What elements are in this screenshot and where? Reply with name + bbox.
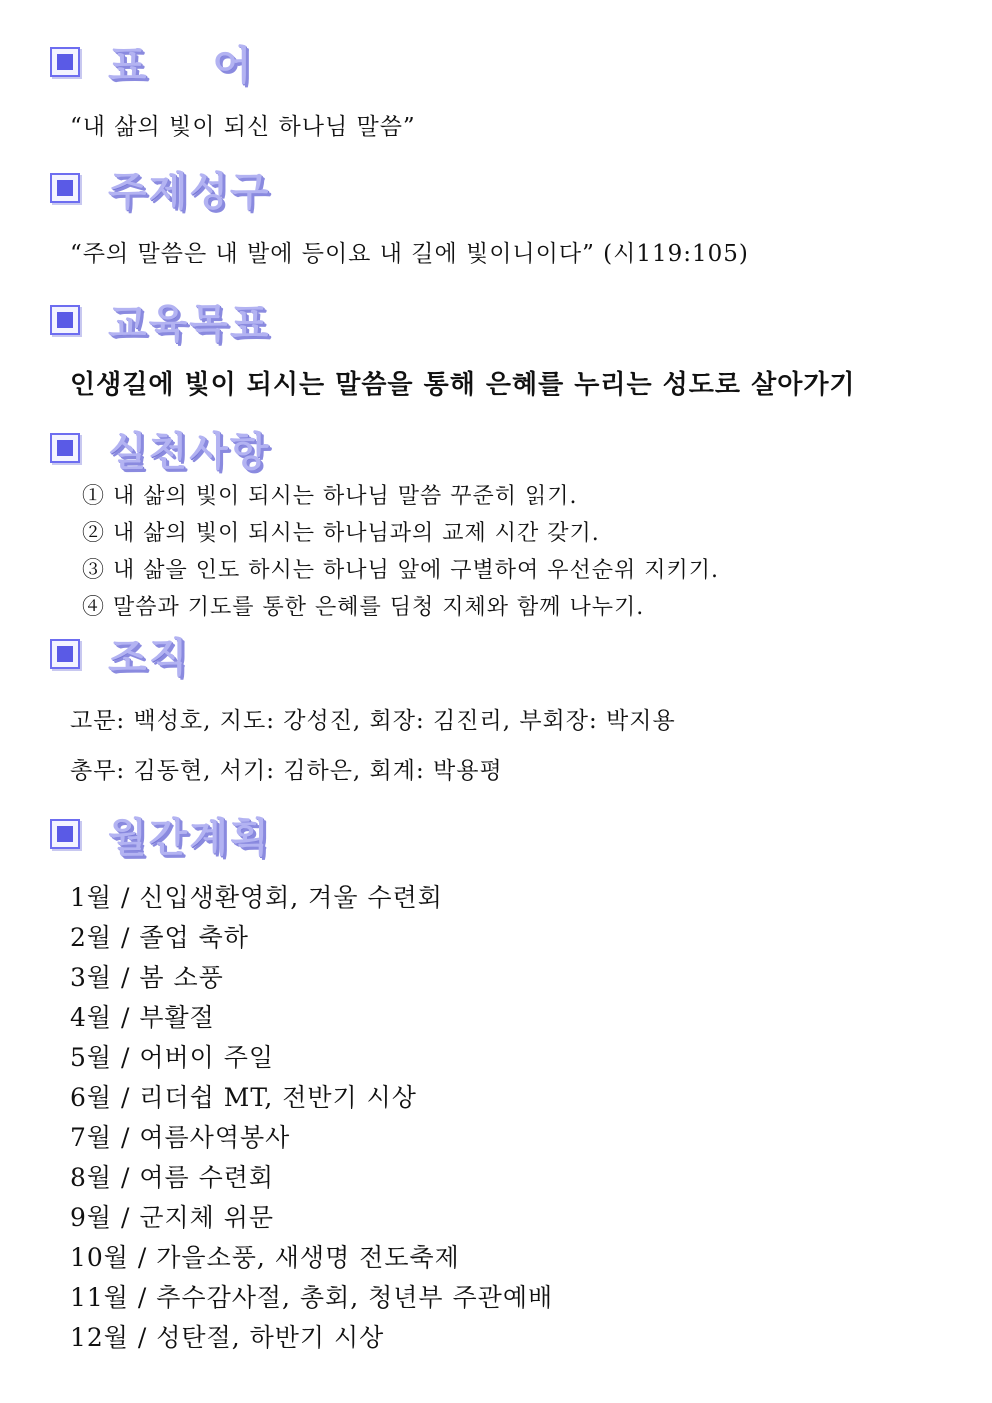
heading-monthly-plan: [50, 806, 271, 862]
practice-item: ② 내 삶의 빛이 되시는 하나님과의 교제 시간 갖기.: [82, 521, 600, 546]
heading-practice: [50, 420, 271, 476]
heading-education-goal-title: 교육목표: [108, 300, 271, 347]
heading-education-goal: [50, 292, 271, 348]
organization-line-2: 총무: 김동현, 서기: 김하은, 회계: 박용평: [70, 758, 503, 784]
heading-theme-verse: [50, 160, 271, 216]
heading-theme-verse-title: 주제성구: [108, 168, 271, 215]
goal-text: 인생길에 빛이 되시는 말씀을 통해 은혜를 누리는 성도로 살아가기: [70, 370, 856, 400]
monthly-item: 11월 / 추수감사절, 총회, 청년부 주관예배: [70, 1283, 554, 1312]
monthly-item: 12월 / 성탄절, 하반기 시상: [70, 1323, 385, 1352]
heading-organization-title: 조직: [108, 634, 190, 681]
monthly-item: 3월 / 봄 소풍: [70, 963, 224, 992]
monthly-item: 4월 / 부활절: [70, 1003, 215, 1032]
motto-text: “내 삶의 빛이 되신 하나님 말씀”: [70, 114, 416, 140]
square-bullet-icon: [50, 173, 80, 203]
heading-organization: [50, 626, 189, 682]
practice-item: ① 내 삶의 빛이 되시는 하나님 말씀 꾸준히 읽기.: [82, 484, 578, 509]
heading-monthly-plan-title: 월간계획: [108, 814, 271, 861]
heading-motto: [50, 34, 277, 90]
square-bullet-icon: [50, 305, 80, 335]
monthly-item: 6월 / 리더쉽 MT, 전반기 시상: [70, 1083, 417, 1112]
practice-item: ④ 말씀과 기도를 통한 은혜를 딤청 지체와 함께 나누기.: [82, 595, 645, 620]
verse-text: “주의 말씀은 내 발에 등이요 내 길에 빛이니이다” (시119:105): [70, 241, 749, 267]
practice-item: ③ 내 삶을 인도 하시는 하나님 앞에 구별하여 우선순위 지키기.: [82, 558, 719, 583]
organization-line-1: 고문: 백성호, 지도: 강성진, 회장: 김진리, 부회장: 박지용: [70, 708, 676, 734]
monthly-item: 9월 / 군지체 위문: [70, 1203, 275, 1232]
monthly-item: 8월 / 여름 수련회: [70, 1163, 275, 1192]
square-bullet-icon: [50, 47, 80, 77]
practice-list: [82, 478, 719, 626]
monthly-item: 1월 / 신입생환영회, 겨울 수련회: [70, 883, 443, 912]
monthly-plan-list: [70, 878, 553, 1358]
heading-practice-title: 실천사항: [108, 428, 271, 475]
monthly-item: 7월 / 여름사역봉사: [70, 1123, 291, 1152]
heading-motto-title: 표 어: [108, 42, 278, 89]
square-bullet-icon: [50, 639, 80, 669]
monthly-item: 10월 / 가을소풍, 새생명 전도축제: [70, 1243, 460, 1272]
monthly-item: 5월 / 어버이 주일: [70, 1043, 275, 1072]
monthly-item: 2월 / 졸업 축하: [70, 923, 249, 952]
square-bullet-icon: [50, 433, 80, 463]
square-bullet-icon: [50, 819, 80, 849]
